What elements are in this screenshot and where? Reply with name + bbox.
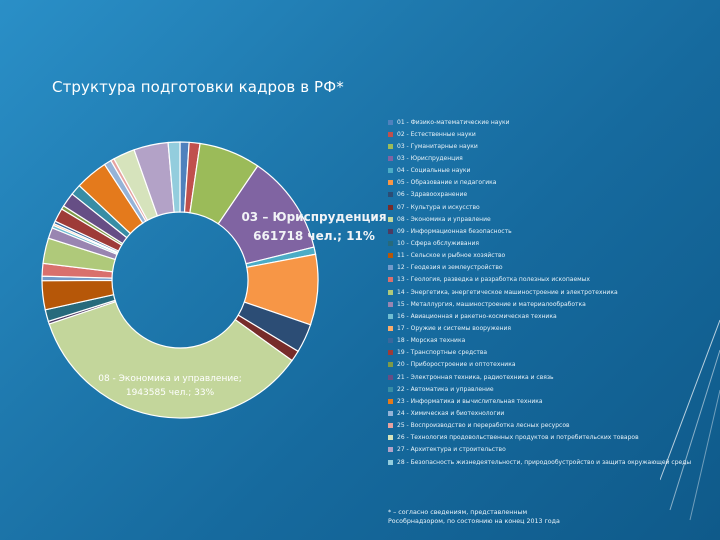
legend-swatch [388,277,393,282]
legend-swatch [388,290,393,295]
legend-label: 13 - Геология, разведка и разработка полезных ископаемых [397,276,590,284]
legend-swatch [388,460,393,465]
legend-swatch [388,350,393,355]
legend-label: 03 - Гуманитарные науки [397,142,478,150]
legend-label: 28 - Безопасность жизнедеятельности, природообустройство и защита окружающей среды [397,458,692,466]
legend-label: 09 - Информационная безопасность [397,227,512,235]
legend-label: 12 - Геодезия и землеустройство [397,264,503,272]
legend-swatch [388,326,393,331]
data-label-economics-value: 1943585 чел.; 33% [125,388,215,398]
legend-label: 19 - Транспортные средства [397,349,488,357]
legend-label: 23 - Информатика и вычислительная техника [397,397,543,405]
legend-item [388,140,718,152]
legend-label: 02 - Естественные науки [397,130,476,138]
legend-swatch [388,168,393,173]
legend-item [388,237,718,249]
data-label-economics-name: 08 - Экономика и управление; [98,374,242,384]
data-label-economics [80,372,260,400]
chart-title: Структура подготовки кадров в РФ* [52,78,344,96]
footnote-line-1: * – согласно сведениям, представленным [388,509,528,516]
legend-item [388,152,718,164]
footnote [388,508,628,526]
legend-item [388,116,718,128]
legend-swatch [388,265,393,270]
data-label-law [236,208,392,246]
legend-label: 06 - Здравоохранение [397,191,468,199]
legend-swatch [388,362,393,367]
legend-swatch [388,205,393,210]
legend-label: 17 - Оружие и системы вооружения [397,324,512,332]
legend-swatch [388,314,393,319]
legend-item [388,128,718,140]
legend-label: 07 - Культура и искусство [397,203,480,211]
legend-label: 20 - Приборостроение и оптотехника [397,361,516,369]
legend-label: 11 - Сельское и рыбное хозяйство [397,252,506,260]
legend-label: 14 - Энергетика, энергетическое машиностроение и электротехника [397,288,618,296]
legend-swatch [388,120,393,125]
legend-label: 21 - Электронная техника, радиотехника и связь [397,373,554,381]
legend-swatch [388,447,393,452]
legend-label: 01 - Физико-математические науки [397,118,510,126]
legend-item [388,201,718,213]
legend-label: 03 - Юриспруденция [397,154,463,162]
legend-swatch [388,375,393,380]
legend-label: 24 - Химическая и биотехнологии [397,409,505,417]
legend-swatch [388,132,393,137]
footnote-line-2: Рособрнадзором, по состоянию на конец 2013 года [388,518,560,525]
legend-label: 08 - Экономика и управление [397,215,491,223]
legend-swatch [388,229,393,234]
decorative-lines [660,280,720,540]
legend-swatch [388,156,393,161]
legend-label: 05 - Образование и педагогика [397,179,497,187]
legend-label: 15 - Металлургия, машиностроение и материалообработка [397,300,586,308]
legend-label: 22 - Автоматика и управление [397,385,494,393]
legend-swatch [388,241,393,246]
data-label-law-name: 03 – Юриспруденция [241,210,387,224]
legend-item [388,189,718,201]
legend-item [388,250,718,262]
legend-swatch [388,144,393,149]
legend-item [388,262,718,274]
legend-item [388,165,718,177]
legend-label: 10 - Сфера обслуживания [397,239,480,247]
legend-label: 18 - Морская техника [397,337,466,345]
legend-label: 25 - Воспроизводство и переработка лесных ресурсов [397,422,570,430]
legend-swatch [388,387,393,392]
legend-swatch [388,180,393,185]
legend-swatch [388,399,393,404]
legend-label: 16 - Авиационная и ракетно-космическая техника [397,312,557,320]
legend-swatch [388,423,393,428]
legend-swatch [388,435,393,440]
legend-item [388,225,718,237]
legend-swatch [388,411,393,416]
data-label-law-value: 661718 чел.; 11% [253,229,375,243]
legend-swatch [388,192,393,197]
legend-swatch [388,302,393,307]
legend-swatch [388,253,393,258]
legend-label: 26 - Технология продовольственных продуктов и потребительских товаров [397,434,639,442]
legend-swatch [388,338,393,343]
legend-label: 04 - Социальные науки [397,167,471,175]
legend-swatch [388,217,393,222]
legend-item [388,213,718,225]
legend-label: 27 - Архитектура и строительство [397,446,506,454]
legend-item [388,177,718,189]
